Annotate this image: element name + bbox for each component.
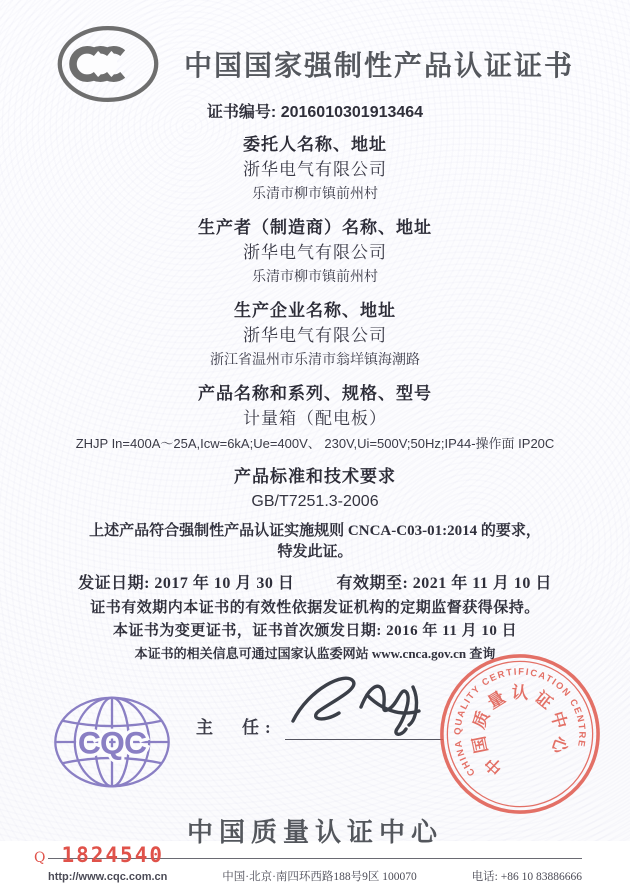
serial-number <box>34 843 164 867</box>
section-label: 生产企业名称、地址 <box>234 301 396 320</box>
standard-code: GB/T7251.3-2006 <box>251 493 379 510</box>
product-name: 计量箱（配电板） <box>243 409 387 428</box>
cert-number-label: 证书编号: <box>206 104 277 121</box>
cqc-globe-icon <box>50 692 174 792</box>
ccc-logo-icon <box>56 24 160 104</box>
section-manufacturer <box>0 215 630 290</box>
applicant-address: 乐清市柳市镇前州村 <box>252 187 378 202</box>
section-label: 生产者（制造商）名称、地址 <box>198 218 432 237</box>
statement-line: 上述产品符合强制性产品认证实施规则 CNCA-C03-01:2014 的要求， <box>89 523 541 539</box>
manufacturer-address: 乐清市柳市镇前州村 <box>252 270 378 285</box>
product-spec: ZHJP In=400A～25A,Icw=6kA;Ue=400V、 230V,Ui=500V;50Hz;IP44-操作面 IP20C <box>75 436 555 451</box>
signoff-area <box>0 666 630 808</box>
footer-row <box>0 868 630 884</box>
note-validity: 证书有效期内本证书的有效性依据发证机构的定期监督获得保持。 <box>90 600 540 616</box>
expiry-date-value: 2021 年 11 月 10 日 <box>412 575 552 592</box>
issue-date <box>78 572 294 596</box>
org-name-title: 中国质量认证中心 <box>186 817 443 847</box>
footer-phone-label: 电话: <box>471 871 498 883</box>
footer-website: http://www.cqc.com.cn <box>48 871 168 883</box>
factory-name: 浙华电气有限公司 <box>243 326 387 345</box>
cert-number-value: 2016010301913464 <box>280 104 424 121</box>
applicant-name: 浙华电气有限公司 <box>243 160 387 179</box>
stamp-inner-text: 中国质量认证中心 <box>468 682 572 779</box>
footer-phone-value: +86 10 83886666 <box>500 871 582 883</box>
section-factory <box>0 298 630 373</box>
section-applicant <box>0 132 630 207</box>
statement-line: 特发此证。 <box>277 544 353 560</box>
footer-address: 中国·北京·南四环西路188号9区 100070 <box>222 871 417 883</box>
page-title: 中国国家强制性产品认证证书 <box>183 50 574 81</box>
expiry-date-label: 有效期至: <box>336 575 409 592</box>
cqc-stamp-icon <box>436 650 604 818</box>
section-label: 产品名称和系列、规格、型号 <box>198 384 432 403</box>
svg-text:CHINA QUALITY CERTIFICATION CE <box>438 652 592 780</box>
stamp-ring-text: CHINA QUALITY CERTIFICATION CENTRE <box>452 666 588 778</box>
cert-number-line <box>0 102 630 124</box>
director-signature-block <box>196 718 443 740</box>
serial-prefix: Q <box>34 850 46 866</box>
note-query: 本证书的相关信息可通过国家认监委网站 www.cnca.gov.cn 查询 <box>134 646 496 661</box>
issue-date-value: 2017 年 10 月 30 日 <box>154 575 295 592</box>
serial-digits: 1824540 <box>61 843 164 867</box>
director-signature-icon <box>287 663 447 741</box>
factory-address: 浙江省温州市乐清市翁垟镇海潮路 <box>210 353 420 368</box>
section-label: 委托人名称、地址 <box>243 135 387 154</box>
footer-phone <box>472 868 582 884</box>
signature-line <box>285 718 443 740</box>
director-label: 主 任: <box>196 718 277 737</box>
conformity-statement <box>0 521 630 563</box>
certificate-header <box>0 0 630 102</box>
dates-row <box>0 572 630 596</box>
issue-date-label: 发证日期: <box>78 575 150 592</box>
cqc-logo-text: CQC <box>77 724 147 761</box>
section-product <box>0 381 630 456</box>
note-change: 本证书为变更证书，证书首次颁发日期: 2016 年 11 月 10 日 <box>112 623 518 639</box>
section-label: 产品标准和技术要求 <box>234 467 396 486</box>
section-standard <box>0 464 630 514</box>
expiry-date <box>336 572 551 596</box>
manufacturer-name: 浙华电气有限公司 <box>243 243 387 262</box>
